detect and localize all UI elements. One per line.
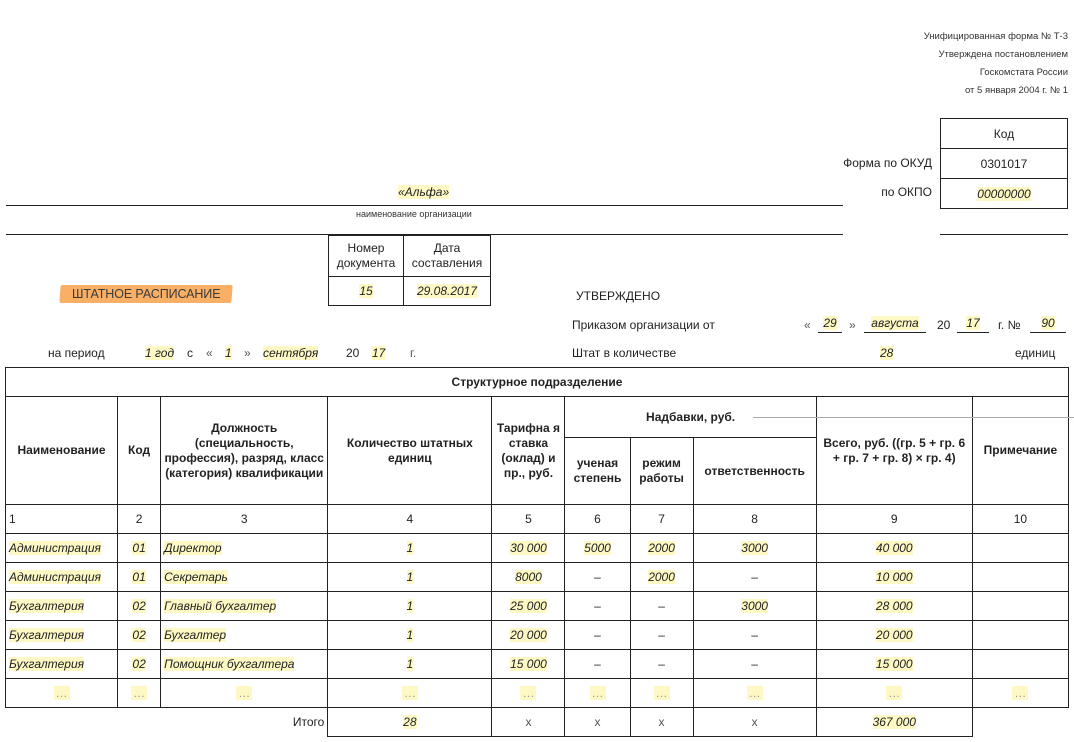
ellipsis-cell[interactable] xyxy=(816,679,972,708)
row-total: 40 000 xyxy=(875,541,913,555)
ellipsis: … xyxy=(748,686,761,700)
dept-code-cell[interactable] xyxy=(118,650,161,679)
codes-underline xyxy=(940,234,1068,235)
units-cell[interactable] xyxy=(328,563,492,592)
regime-allowance-cell[interactable] xyxy=(630,592,693,621)
dept-name-cell[interactable] xyxy=(6,563,118,592)
ellipsis: … xyxy=(238,686,251,700)
totals-total xyxy=(816,708,972,737)
position: Главный бухгалтер xyxy=(164,599,277,613)
header-regime: режим работы xyxy=(630,438,693,505)
note-cell[interactable] xyxy=(972,534,1068,563)
period-month-field[interactable] xyxy=(263,346,318,360)
dept-code: 02 xyxy=(132,599,146,613)
period-year-field[interactable] xyxy=(372,346,385,360)
rate: 30 000 xyxy=(510,541,547,555)
units-cell[interactable] xyxy=(328,621,492,650)
header-total: Всего, руб. ((гр. 5 + гр. 6 + гр. 7 + гр. 8) × гр. 4) xyxy=(816,397,972,505)
form-reference-line: Госкомстата России xyxy=(979,67,1068,78)
period-duration: 1 год xyxy=(145,346,175,360)
ellipsis: … xyxy=(403,686,416,700)
column-number: 4 xyxy=(328,505,492,534)
dept-name-cell[interactable] xyxy=(6,534,118,563)
responsibility-allowance: 3000 xyxy=(741,599,768,613)
position-cell[interactable] xyxy=(161,534,328,563)
header-responsibility: ответственность xyxy=(693,438,816,505)
period-year: 17 xyxy=(372,346,386,360)
row-total: 15 000 xyxy=(875,657,913,671)
column-number: 10 xyxy=(972,505,1068,534)
ellipsis: … xyxy=(888,686,901,700)
header-degree: ученая степень xyxy=(565,438,630,505)
totals-empty xyxy=(972,708,1068,737)
ellipsis-cell[interactable] xyxy=(161,679,328,708)
order-label: Приказом организации от xyxy=(572,318,715,332)
totals-row xyxy=(6,708,1069,737)
quote-open: « xyxy=(804,318,811,332)
dept-name: Администрация xyxy=(9,570,101,584)
dept-code: 02 xyxy=(132,628,146,642)
responsibility-allowance: 3000 xyxy=(741,541,768,555)
row-total-cell[interactable] xyxy=(816,650,972,679)
ellipsis: … xyxy=(133,686,146,700)
column-number: 8 xyxy=(693,505,816,534)
row-total-cell[interactable] xyxy=(816,592,972,621)
column-number: 7 xyxy=(630,505,693,534)
rate: 15 000 xyxy=(510,657,547,671)
ellipsis-cell[interactable] xyxy=(118,679,161,708)
responsibility-allowance: – xyxy=(751,628,758,642)
regime-allowance-cell[interactable] xyxy=(630,534,693,563)
degree-allowance-cell[interactable] xyxy=(565,621,630,650)
header-units: Количество штатных единиц xyxy=(328,397,492,505)
header-name: Наименование xyxy=(6,397,118,505)
rate-cell[interactable] xyxy=(492,650,565,679)
rate: 8000 xyxy=(515,570,542,584)
period-century: 20 xyxy=(346,346,360,360)
row-total: 28 000 xyxy=(875,599,913,613)
degree-allowance-cell[interactable] xyxy=(565,650,630,679)
degree-allowance: – xyxy=(594,628,601,642)
row-total: 10 000 xyxy=(875,570,913,584)
position: Директор xyxy=(164,541,222,555)
period-day-field[interactable] xyxy=(225,346,232,360)
totals-degree: x xyxy=(565,708,630,737)
okpo-label: по ОКПО xyxy=(881,185,932,199)
ellipsis-cell[interactable] xyxy=(630,679,693,708)
codes-table xyxy=(940,118,1068,209)
document-date-field[interactable] xyxy=(404,277,491,306)
regime-allowance-cell[interactable] xyxy=(630,650,693,679)
period-duration-field[interactable] xyxy=(145,346,174,360)
row-total: 20 000 xyxy=(875,628,913,642)
date-header: Дата составления xyxy=(404,236,491,277)
organization-name-line xyxy=(6,205,843,206)
units: 1 xyxy=(406,541,414,555)
responsibility-allowance-cell[interactable] xyxy=(693,563,816,592)
column-number: 9 xyxy=(816,505,972,534)
approval-heading: УТВЕРЖДЕНО xyxy=(576,289,661,303)
note-cell[interactable] xyxy=(972,621,1068,650)
table-row xyxy=(6,592,1069,621)
dept-code-cell[interactable] xyxy=(118,534,161,563)
form-reference-line: Утверждена постановлением xyxy=(938,49,1068,60)
ellipsis: … xyxy=(1014,686,1027,700)
okpo-value-text: 00000000 xyxy=(977,186,1031,201)
ellipsis: … xyxy=(655,686,668,700)
regime-allowance-cell[interactable] xyxy=(630,563,693,592)
quote-close: » xyxy=(849,318,856,332)
row-total-cell[interactable] xyxy=(816,621,972,650)
degree-allowance: – xyxy=(594,599,601,613)
totals-rate: x xyxy=(492,708,565,737)
order-century: 20 xyxy=(937,318,951,332)
period-month: сентября xyxy=(263,346,319,360)
column-number: 5 xyxy=(492,505,565,534)
ellipsis-cell[interactable] xyxy=(565,679,630,708)
document-title: ШТАТНОЕ РАСПИСАНИЕ xyxy=(72,287,221,301)
period-quote-close: » xyxy=(244,346,251,360)
degree-allowance-cell[interactable] xyxy=(565,534,630,563)
degree-allowance: – xyxy=(594,570,601,584)
totals-units xyxy=(328,708,492,737)
header-note: Примечание xyxy=(972,397,1068,505)
position-cell[interactable] xyxy=(161,592,328,621)
position: Секретарь xyxy=(164,570,228,584)
responsibility-allowance-cell[interactable] xyxy=(693,534,816,563)
position-cell[interactable] xyxy=(161,563,328,592)
staff-unit: единиц xyxy=(1015,346,1056,360)
column-number: 3 xyxy=(161,505,328,534)
ellipsis-row xyxy=(6,679,1069,708)
dept-name: Администрация xyxy=(9,541,101,555)
dept-name-cell[interactable] xyxy=(6,621,118,650)
organization-name-field[interactable] xyxy=(398,185,449,199)
period-day: 1 xyxy=(225,346,232,360)
units: 1 xyxy=(406,599,414,613)
regime-allowance: 2000 xyxy=(648,570,675,584)
units-cell[interactable] xyxy=(328,592,492,621)
ellipsis: … xyxy=(55,686,68,700)
order-year: 17 xyxy=(966,316,980,330)
degree-allowance: – xyxy=(594,657,601,671)
ellipsis-cell[interactable] xyxy=(972,679,1068,708)
responsibility-allowance-cell[interactable] xyxy=(693,621,816,650)
document-number-field[interactable] xyxy=(329,277,404,306)
degree-allowance: 5000 xyxy=(584,541,611,555)
dept-name: Бухгалтерия xyxy=(9,599,85,613)
note-cell[interactable] xyxy=(972,563,1068,592)
dept-code-cell[interactable] xyxy=(118,563,161,592)
regime-allowance: – xyxy=(658,628,665,642)
order-number-label: г. № xyxy=(998,318,1021,332)
responsibility-allowance-cell[interactable] xyxy=(693,650,816,679)
group-header: Структурное подразделение xyxy=(6,368,1069,397)
totals-total-value: 367 000 xyxy=(872,715,916,729)
totals-responsibility: x xyxy=(693,708,816,737)
dept-name-cell[interactable] xyxy=(6,650,118,679)
degree-allowance-cell[interactable] xyxy=(565,563,630,592)
units: 1 xyxy=(406,657,414,671)
regime-allowance: – xyxy=(658,657,665,671)
organization-caption: наименование организации xyxy=(356,209,472,219)
order-number-field[interactable] xyxy=(1030,316,1066,333)
column-numbers-row xyxy=(6,505,1069,534)
regime-allowance: – xyxy=(658,599,665,613)
dept-name: Бухгалтерия xyxy=(9,657,85,671)
row-total-cell[interactable] xyxy=(816,563,972,592)
order-number: 90 xyxy=(1041,316,1055,330)
staff-count: 28 xyxy=(880,346,894,360)
document-number: 15 xyxy=(359,284,373,298)
units: 1 xyxy=(406,628,414,642)
okpo-value[interactable] xyxy=(941,179,1068,209)
rate-cell[interactable] xyxy=(492,534,565,563)
document-number-table xyxy=(328,235,491,306)
ellipsis-cell[interactable] xyxy=(492,679,565,708)
number-header: Номер документа xyxy=(329,236,404,277)
staffing-table xyxy=(5,367,1069,737)
ellipsis-cell[interactable] xyxy=(693,679,816,708)
table-row xyxy=(6,563,1069,592)
rate-cell[interactable] xyxy=(492,563,565,592)
header-position: Должность (специальность, профессия), разряд, класс (категория) квалификации xyxy=(161,397,328,505)
rate-cell[interactable] xyxy=(492,592,565,621)
units-cell[interactable] xyxy=(328,650,492,679)
staff-count-field[interactable] xyxy=(880,346,893,360)
document-date: 29.08.2017 xyxy=(416,284,478,298)
okud-label: Форма по ОКУД xyxy=(843,156,932,170)
column-number: 2 xyxy=(118,505,161,534)
form-reference-line: от 5 января 2004 г. № 1 xyxy=(964,85,1068,96)
position: Помощник бухгалтера xyxy=(164,657,295,671)
note-cell[interactable] xyxy=(972,650,1068,679)
position: Бухгалтер xyxy=(164,628,227,642)
period-year-suffix: г. xyxy=(410,346,417,360)
column-number: 1 xyxy=(6,505,118,534)
period-label: на период xyxy=(48,346,105,360)
form-reference xyxy=(924,28,1068,100)
position-cell[interactable] xyxy=(161,621,328,650)
table-row xyxy=(6,650,1069,679)
rate: 25 000 xyxy=(510,599,547,613)
dept-code: 01 xyxy=(132,541,146,555)
codes-header: Код xyxy=(941,119,1068,149)
dept-code: 01 xyxy=(132,570,146,584)
table-row xyxy=(6,621,1069,650)
totals-label: Итого xyxy=(292,715,325,730)
header-allowances: Надбавки, руб. xyxy=(565,397,816,438)
responsibility-allowance: – xyxy=(751,657,758,671)
ellipsis: … xyxy=(522,686,535,700)
ellipsis: … xyxy=(591,686,604,700)
ellipsis-cell[interactable] xyxy=(6,679,118,708)
okud-value: 0301017 xyxy=(941,149,1068,179)
order-day: 29 xyxy=(823,316,837,330)
dept-code-cell[interactable] xyxy=(118,621,161,650)
header-code: Код xyxy=(118,397,161,505)
column-number: 6 xyxy=(565,505,630,534)
dept-code: 02 xyxy=(132,657,146,671)
ellipsis-cell[interactable] xyxy=(328,679,492,708)
responsibility-allowance: – xyxy=(751,570,758,584)
order-month-field[interactable] xyxy=(864,316,926,333)
rate: 20 000 xyxy=(510,628,547,642)
staff-label: Штат в количестве xyxy=(572,346,677,360)
totals-units-value: 28 xyxy=(403,715,417,729)
table-row xyxy=(6,534,1069,563)
rate-cell[interactable] xyxy=(492,621,565,650)
annotation-line xyxy=(753,417,1074,418)
period-quote-open: « xyxy=(206,346,213,360)
units: 1 xyxy=(406,570,414,584)
regime-allowance: 2000 xyxy=(648,541,675,555)
degree-allowance-cell[interactable] xyxy=(565,592,630,621)
order-month: августа xyxy=(871,316,919,330)
regime-allowance-cell[interactable] xyxy=(630,621,693,650)
period-from: с xyxy=(187,346,193,360)
totals-regime: x xyxy=(630,708,693,737)
units-cell[interactable] xyxy=(328,534,492,563)
dept-name: Бухгалтерия xyxy=(9,628,85,642)
position-cell[interactable] xyxy=(161,650,328,679)
order-day-field[interactable] xyxy=(818,316,842,333)
dept-code-cell[interactable] xyxy=(118,592,161,621)
header-rate: Тарифна я ставка (оклад) и пр., руб. xyxy=(492,397,565,505)
dept-name-cell[interactable] xyxy=(6,592,118,621)
organization-name: «Альфа» xyxy=(398,185,450,199)
order-year-field[interactable] xyxy=(957,316,989,333)
responsibility-allowance-cell[interactable] xyxy=(693,592,816,621)
note-cell[interactable] xyxy=(972,592,1068,621)
form-reference-line: Унифицированная форма № Т-3 xyxy=(923,31,1068,42)
row-total-cell[interactable] xyxy=(816,534,972,563)
